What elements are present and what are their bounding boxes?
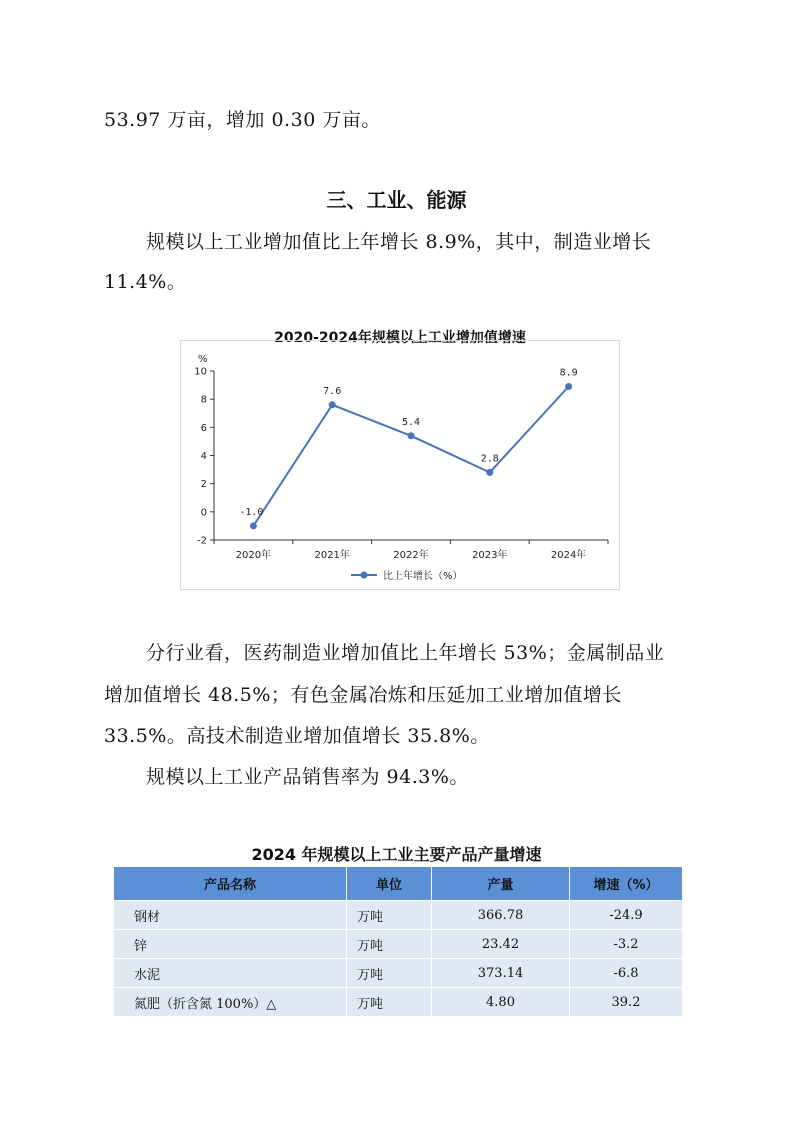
data-label: -1.0 — [239, 506, 264, 518]
data-point — [486, 469, 493, 476]
x-tick-label: 2022年 — [393, 550, 429, 561]
y-tick-label: -2 — [197, 535, 207, 547]
y-tick-label: 4 — [200, 451, 207, 462]
data-label: 7.6 — [323, 385, 342, 397]
y-tick-label: 0 — [200, 507, 207, 519]
section-title: 三、工业、能源 — [326, 188, 467, 212]
data-label: 5.4 — [401, 416, 421, 428]
line-chart — [180, 340, 620, 590]
paragraph-2-line-3: 33.5%。高技术制造业增加值增长 35.8%。 — [104, 725, 490, 747]
x-tick-label: 2020年 — [235, 550, 272, 561]
y-axis-unit: % — [198, 354, 208, 365]
cell-growth: -3.2 — [570, 930, 683, 959]
cell-unit: 万吨 — [347, 930, 432, 959]
data-point — [565, 383, 572, 390]
series-line — [253, 386, 568, 525]
x-tick-label: 2023年 — [472, 550, 508, 561]
y-tick-label: 10 — [194, 366, 207, 378]
legend-label: 比上年增长（%） — [383, 571, 463, 582]
paragraph-2-line-2: 增加值增长 48.5%；有色金属冶炼和压延加工业增加值增长 — [104, 684, 622, 706]
cell-growth: 39.2 — [570, 988, 683, 1017]
data-point — [250, 522, 257, 529]
data-point — [408, 432, 415, 439]
header-unit: 单位 — [347, 867, 432, 901]
cell-product: 水泥 — [114, 959, 347, 988]
data-point — [329, 401, 336, 408]
data-label: 2.8 — [480, 453, 499, 465]
y-tick-label: 8 — [200, 394, 207, 406]
cell-product: 钢材 — [114, 901, 347, 930]
cell-unit: 万吨 — [347, 988, 432, 1017]
cell-output: 373.14 — [432, 959, 570, 988]
table-row — [114, 901, 683, 930]
cell-growth: -6.8 — [570, 959, 683, 988]
paragraph-3: 规模以上工业产品销售率为 94.3%。 — [146, 766, 469, 788]
table-title: 2024 年规模以上工业主要产品产量增速 — [251, 845, 542, 864]
cell-growth: -24.9 — [570, 901, 683, 930]
legend-marker — [361, 572, 368, 579]
cell-output: 366.78 — [432, 901, 570, 930]
y-tick-label: 2 — [200, 479, 207, 491]
x-tick-label: 2024年 — [550, 550, 587, 561]
cell-product: 氮肥（折含氮 100%）△ — [114, 988, 347, 1017]
product-table — [113, 866, 683, 1017]
cell-output: 4.80 — [432, 988, 570, 1017]
paragraph-1-line-1: 规模以上工业增加值比上年增长 8.9%，其中，制造业增长 — [146, 231, 652, 253]
data-label: 8.9 — [559, 367, 578, 379]
cell-product: 锌 — [114, 930, 347, 959]
chart-title: 2020-2024年规模以上工业增加值增速 — [274, 330, 526, 346]
header-growth: 增速（%） — [570, 867, 683, 901]
y-tick-label: 6 — [200, 422, 207, 434]
table-row — [114, 930, 683, 959]
paragraph-1-line-2: 11.4%。 — [104, 271, 187, 293]
cell-unit: 万吨 — [347, 901, 432, 930]
table-header-row — [114, 867, 683, 901]
paragraph-2-line-1: 分行业看，医药制造业增加值比上年增长 53%；金属制品业 — [146, 642, 665, 664]
cell-output: 23.42 — [432, 930, 570, 959]
table-row — [114, 988, 683, 1017]
header-product-name: 产品名称 — [114, 867, 347, 901]
cell-unit: 万吨 — [347, 959, 432, 988]
paragraph-top: 53.97 万亩，增加 0.30 万亩。 — [104, 109, 381, 131]
table-row — [114, 959, 683, 988]
header-output: 产量 — [432, 867, 570, 901]
x-tick-label: 2021年 — [314, 550, 350, 561]
